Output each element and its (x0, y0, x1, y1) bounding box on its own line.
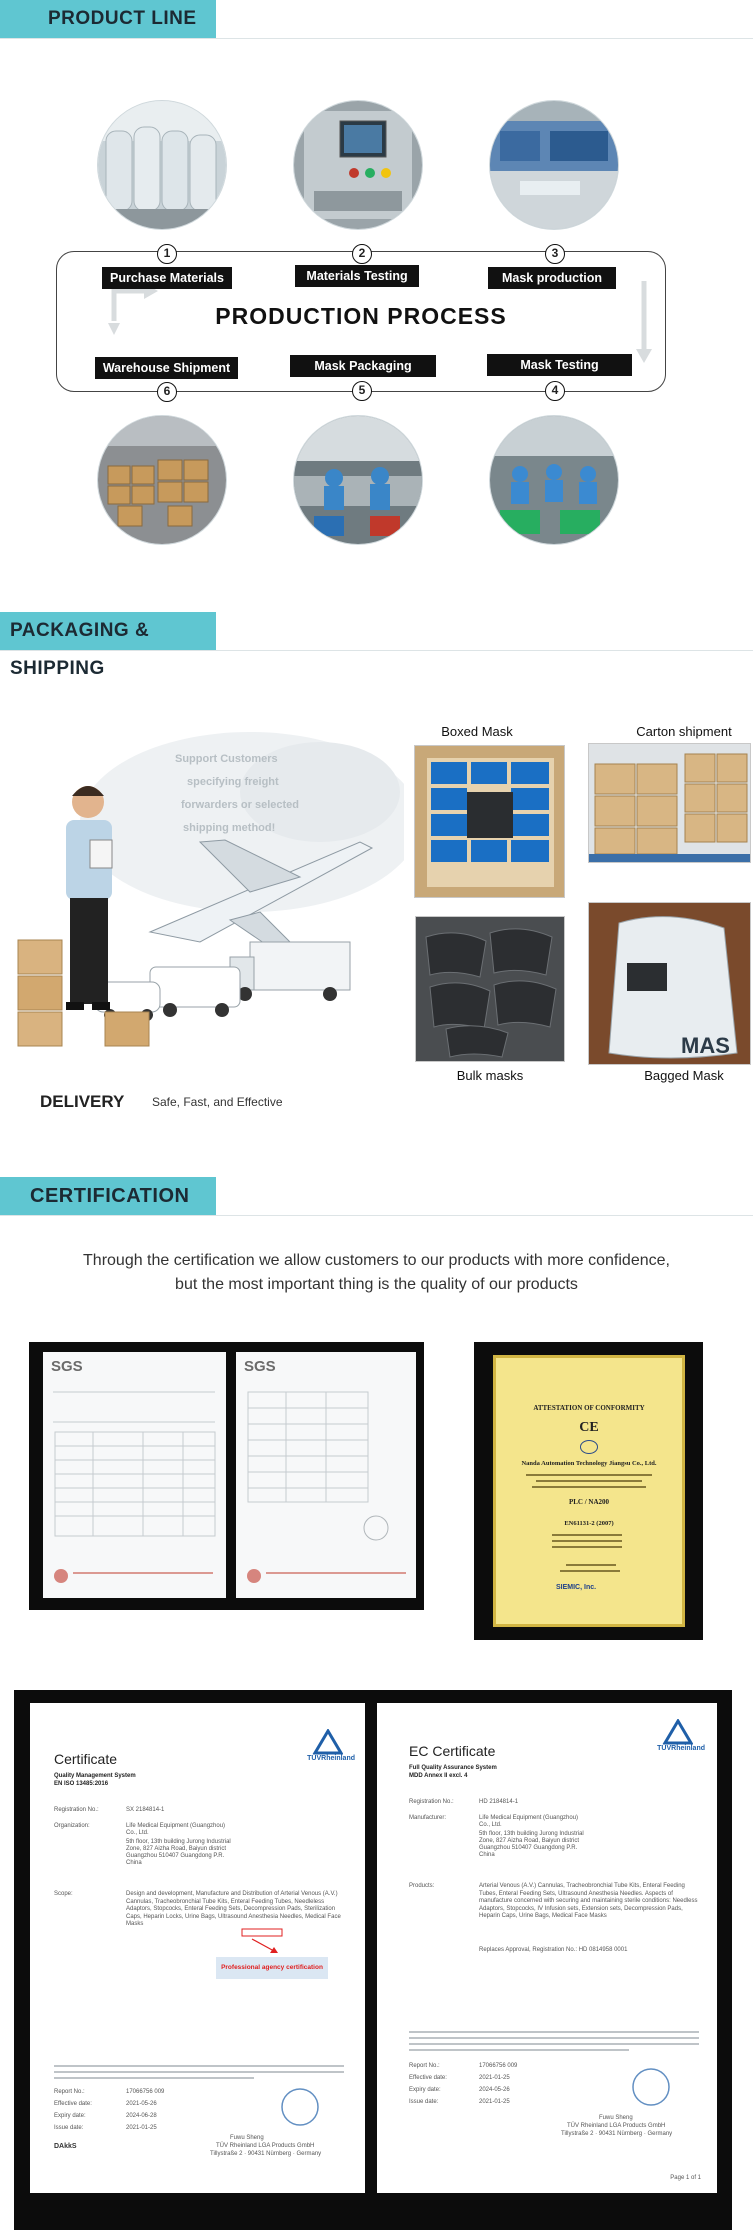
effective-label: Effective date: (54, 2101, 92, 2107)
effective-date: 2021-01-25 (479, 2075, 510, 2081)
warehouse-shipment-photo (98, 416, 226, 544)
reg-label: Registration No.: (409, 1799, 454, 1805)
manufacturer-name: Life Medical Equipment (Guangzhou) Co., Ltd. (479, 1815, 579, 1828)
reg-label: Registration No.: (54, 1807, 99, 1813)
manufacturer-address: 5th floor, 13th building Jurong Industrial Zone, 827 Aizha Road, Baiyun district Guangzhou 510407 Guangdong P.R. China (479, 1831, 584, 1858)
section-title-product-line: PRODUCT LINE (0, 0, 216, 38)
step-label-mask-production: Mask production (488, 267, 616, 289)
materials-testing-photo (294, 101, 422, 229)
sgs-logo: SGS (244, 1358, 276, 1375)
expiry-date: 2024-05-26 (479, 2087, 510, 2093)
issue-label: Issue date: (54, 2125, 84, 2131)
step-number: 3 (545, 244, 565, 264)
attestation-title: ATTESTATION OF CONFORMITY (533, 1404, 645, 1412)
certificate-text-lines (377, 1703, 717, 2193)
certificate-heading: Certificate (54, 1751, 118, 1767)
ce-mark: CE (579, 1420, 599, 1435)
shipping-map-text (175, 748, 299, 840)
signer-name: Fuwu Sheng (599, 2115, 633, 2121)
issuing-company: TÜV Rheinland LGA Products GmbH (216, 2143, 315, 2149)
tuv-certificate-quality-management (30, 1703, 365, 2193)
issuing-company-address: Tillystraße 2 · 90431 Nürnberg · Germany (561, 2131, 673, 2137)
map-text-line: Support Customers (175, 753, 278, 765)
section-rule (0, 650, 753, 651)
issuing-company: TÜV Rheinland LGA Products GmbH (567, 2123, 666, 2129)
section-rule (0, 1215, 753, 1216)
certificate-standard: EN ISO 13485:2016 (54, 1781, 109, 1787)
certificate-system: Full Quality Assurance System (409, 1765, 497, 1771)
map-text-line: forwarders or selected (181, 799, 299, 811)
dakks-logo: DAkkS (54, 2143, 77, 2150)
cert-intro-line: Through the certification we allow customers to our products with more confidence, (83, 1252, 670, 1269)
photo-caption-carton-shipment: Carton shipment (636, 724, 732, 739)
photo-caption-boxed-mask: Boxed Mask (441, 724, 513, 739)
tuv-ec-certificate (377, 1703, 717, 2193)
reg-number: SX 2184814-1 (126, 1807, 165, 1813)
products-text: Arterial Venous (A.V.) Cannulas, Tracheobronchial Tube Kits, Enteral Feeding Tubes, Enteral Feeding Sets, Ultrasound Anesthesia Needles. Aspects of manufacture concerned with securing and maintaining sterile conditions: Needless Adaptors, Stopcocks, IV Infusion sets, Extension sets, Decompression Pads, Heparin Caps, Urine Bags, Medical Face Masks (479, 1883, 698, 1919)
section-title-packaging-shipping: PACKAGING & SHIPPING (0, 612, 216, 650)
certificate-text-lines (30, 1703, 365, 2193)
sgs-report-table (236, 1352, 416, 1598)
siemic-logo: SIEMIC, Inc. (556, 1584, 597, 1591)
org-label: Organization: (54, 1823, 90, 1829)
sgs-logo: SGS (51, 1358, 83, 1375)
annotation-label: Professional agency certification (216, 1957, 328, 1979)
attestation-product: PLC / NA200 (568, 1498, 610, 1506)
bagged-mask-photo (588, 902, 751, 1065)
scope-label: Scope: (54, 1891, 73, 1897)
signer-name: Fuwu Sheng (230, 2135, 264, 2141)
purchase-materials-photo (98, 101, 226, 229)
photo-caption-bulk-masks: Bulk masks (456, 1068, 524, 1083)
expiry-label: Expiry date: (54, 2113, 86, 2119)
step-number: 4 (545, 381, 565, 401)
step-label-materials-testing: Materials Testing (295, 265, 419, 287)
step-label-mask-packaging: Mask Packaging (290, 355, 436, 377)
bulk-masks-photo (415, 916, 565, 1062)
delivery-subtitle: Safe, Fast, and Effective (152, 1095, 283, 1109)
manufacturer-label: Manufacturer: (409, 1815, 447, 1821)
report-number: 17066756 009 (479, 2063, 518, 2069)
attestation-company: Nanda Automation Technology Jiangsu Co., Ltd. (521, 1460, 657, 1467)
issue-label: Issue date: (409, 2099, 439, 2105)
step-number: 1 (157, 244, 177, 264)
step-label-mask-testing: Mask Testing (487, 354, 632, 376)
certificate-standard: MDD Annex II excl. 4 (409, 1773, 468, 1779)
report-label: Report No.: (54, 2089, 85, 2095)
cert-intro-line: but the most important thing is the quality of our products (175, 1276, 578, 1293)
mask-production-photo (490, 101, 618, 229)
page-number: Page 1 of 1 (670, 2175, 701, 2181)
sgs-report-table (43, 1352, 226, 1598)
map-text-line: shipping method! (183, 822, 276, 834)
attestation-standard: EN61131-2 (2007) (564, 1520, 614, 1527)
report-label: Report No.: (409, 2063, 440, 2069)
issue-date: 2021-01-25 (479, 2099, 510, 2105)
step-number: 6 (157, 382, 177, 402)
certificate-heading: EC Certificate (409, 1743, 496, 1759)
reg-number: HD 2184814-1 (479, 1799, 519, 1805)
step-label-purchase-materials: Purchase Materials (102, 267, 232, 289)
issuing-company-address: Tillystraße 2 · 90431 Nürnberg · Germany (210, 2151, 322, 2157)
report-number: 17066756 009 (126, 2089, 165, 2095)
delivery-illustration (0, 672, 404, 1132)
certificate-system: Quality Management System (54, 1773, 136, 1779)
effective-label: Effective date: (409, 2075, 447, 2081)
section-rule (0, 38, 753, 39)
step-label-warehouse-shipment: Warehouse Shipment (95, 357, 238, 379)
expiry-label: Expiry date: (409, 2087, 441, 2093)
replaces-text: Replaces Approval, Registration No.: HD 0814958 0001 (479, 1947, 628, 1953)
sgs-report-page (236, 1352, 416, 1598)
step-number: 2 (352, 244, 372, 264)
tuv-brand: TÜVRheinland (657, 1745, 705, 1752)
tuv-brand: TÜVRheinland (307, 1755, 355, 1762)
expiry-date: 2024-06-28 (126, 2113, 157, 2119)
boxed-mask-photo (414, 745, 565, 898)
production-process-title: PRODUCTION PROCESS (215, 303, 507, 329)
effective-date: 2021-05-26 (126, 2101, 157, 2107)
attestation-certificate (493, 1355, 685, 1627)
org-name: Life Medical Equipment (Guangzhou) Co., Ltd. (126, 1823, 226, 1836)
carton-shipment-photo (588, 743, 751, 863)
products-label: Products: (409, 1883, 435, 1889)
step-number: 5 (352, 381, 372, 401)
scope-text: Design and development, Manufacture and Distribution of Arterial Venous (A.V.) Cannulas, Tracheobronchial Tube Kits, Enteral Feeding Tubes, Needleless Adaptors, Stopcocks, Enteral Feeding Sets, Decompression Pads, Sterilization Caps, Heparin Locks, Urine Bags, Ultrasound Anesthesia Needles, Medical Face Masks (126, 1891, 341, 1927)
issue-date: 2021-01-25 (126, 2125, 157, 2131)
sgs-report-page (43, 1352, 226, 1598)
photo-caption-bagged-mask: Bagged Mask (644, 1068, 724, 1083)
section-title-certification: CERTIFICATION (0, 1177, 216, 1215)
mask-testing-photo (490, 416, 618, 544)
org-address: 5th floor, 13th building Jurong Industrial Zone, 827 Aizha Road, Baiyun district Guangzhou 510407 Guangdong P.R. China (126, 1839, 231, 1866)
svg-text:MAS: MAS (681, 1033, 730, 1058)
mask-packaging-photo (294, 416, 422, 544)
delivery-title: DELIVERY (40, 1092, 125, 1111)
map-text-line: specifying freight (187, 776, 279, 788)
